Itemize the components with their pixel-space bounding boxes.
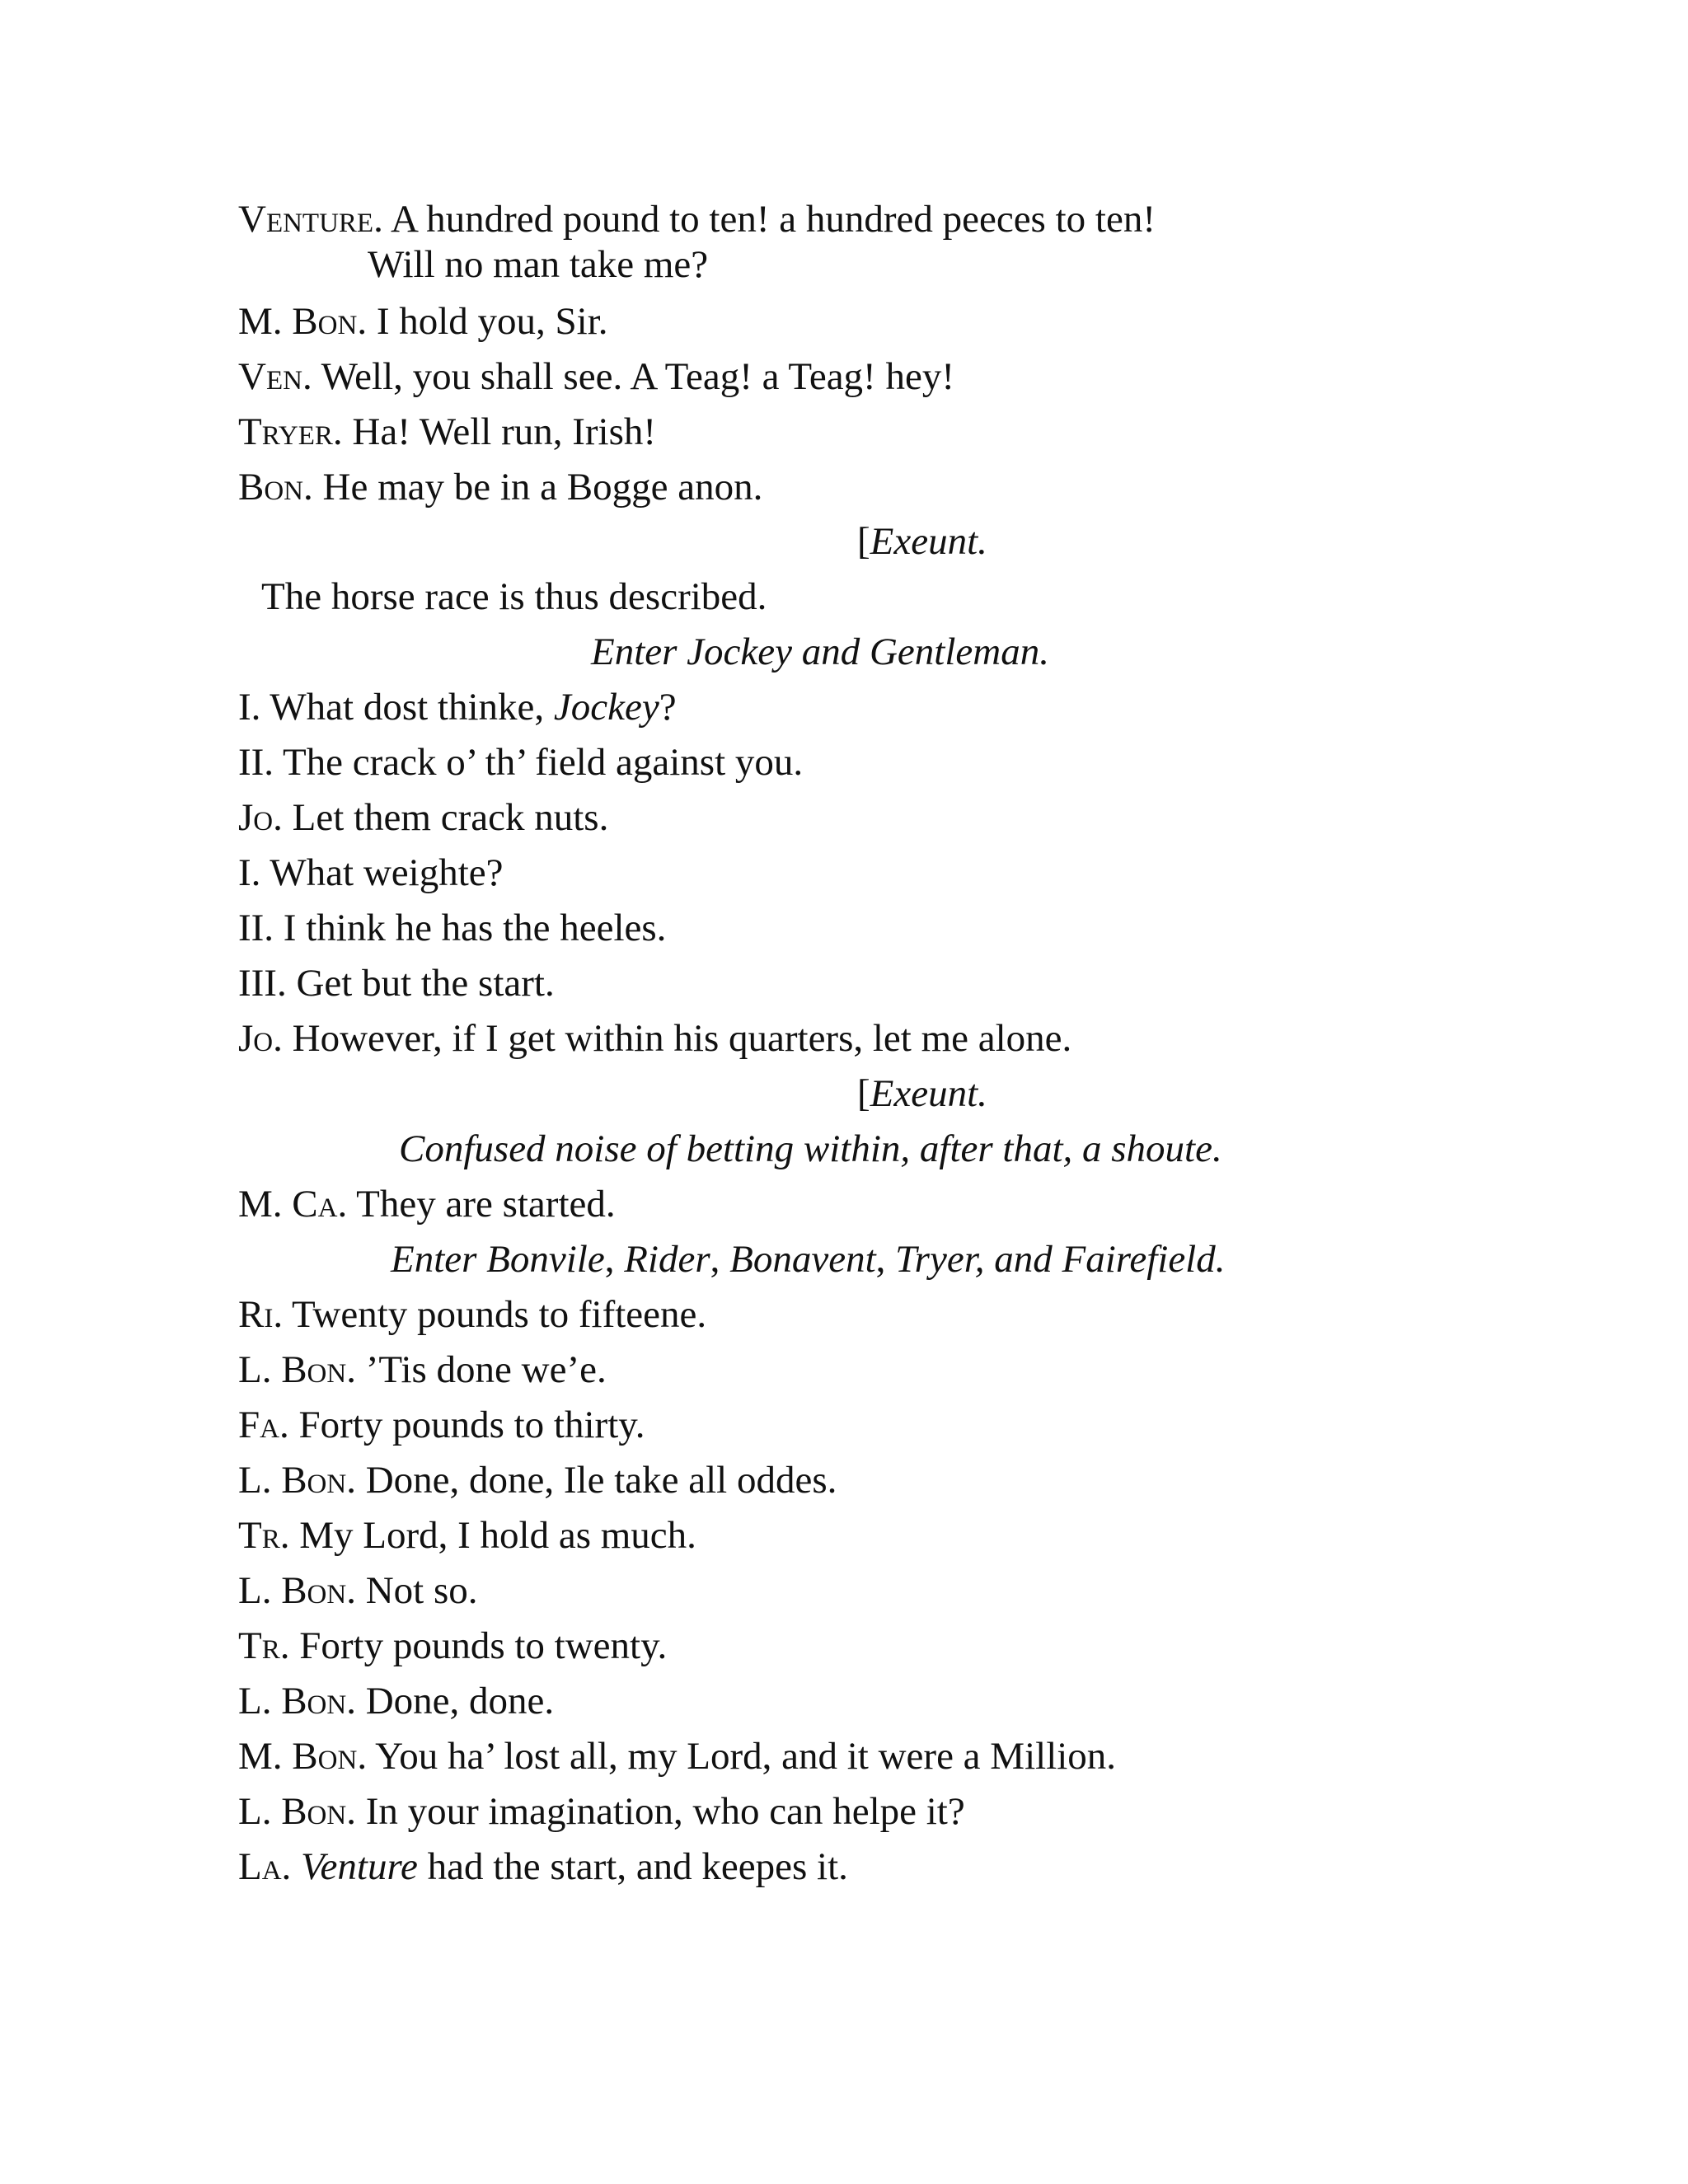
speech-text: . He may be in a Bogge anon. xyxy=(303,466,763,509)
speaker-name: Fa xyxy=(238,1404,279,1446)
speaker-name: Venture xyxy=(238,198,374,241)
speech-line xyxy=(238,200,1156,239)
speech-text: had the start, and keepes it. xyxy=(417,1845,848,1888)
speaker-name: L. Bon xyxy=(238,1680,347,1722)
speaker-name: Ven xyxy=(238,355,302,398)
direction-part: Rider xyxy=(624,1238,710,1281)
speech-emphasis: Venture xyxy=(301,1845,418,1888)
speech-line xyxy=(238,1845,848,1888)
speech-line xyxy=(238,1461,837,1500)
exeunt-text: Exeunt. xyxy=(870,520,987,563)
speaker-name: L. Bon xyxy=(238,1348,347,1391)
speech-line xyxy=(238,1348,607,1391)
speech-text: . ’Tis done we’e. xyxy=(346,1348,607,1391)
speech-line: II. I think he has the heeles. xyxy=(238,907,667,949)
exeunt-text: Exeunt. xyxy=(870,1072,987,1115)
speech-text: . Twenty pounds to fifteene. xyxy=(273,1293,707,1336)
speaker-name: Tryer xyxy=(238,410,333,453)
direction-part: Bonavent xyxy=(729,1238,876,1281)
speaker-name: L. Bon xyxy=(238,1569,347,1612)
speech-text: . You ha’ lost all, my Lord, and it were a Million. xyxy=(357,1735,1117,1778)
speech-text: . xyxy=(281,1845,302,1888)
speech-line xyxy=(238,410,657,453)
speech-line xyxy=(238,355,954,398)
bracket: [ xyxy=(857,520,870,563)
speaker-name: Jo xyxy=(238,796,274,839)
speaker-name: Tr xyxy=(238,1624,280,1667)
speech-line xyxy=(238,1790,965,1833)
direction-separator: , xyxy=(875,1238,896,1281)
speech-text: . My Lord, I hold as much. xyxy=(279,1514,696,1557)
speech-line xyxy=(238,1569,478,1612)
speech-line: II. The crack o’ th’ field against you. xyxy=(238,741,804,784)
speaker-name: La xyxy=(238,1845,282,1888)
speech-line xyxy=(238,1624,668,1667)
stage-direction-entrance: Enter Jockey and Gentleman. xyxy=(591,630,1049,673)
direction-part: Tryer xyxy=(895,1238,975,1281)
speech-text: ? xyxy=(659,686,677,729)
speech-text: . Done, done. xyxy=(346,1680,555,1722)
speech-line xyxy=(238,302,608,341)
speech-line xyxy=(238,1019,1071,1058)
speaker-name: M. Bon xyxy=(238,1735,358,1778)
speech-text: . Ha! Well run, Irish! xyxy=(332,410,657,453)
speaker-name: L. Bon xyxy=(238,1790,347,1833)
speech-continuation: Will no man take me? xyxy=(368,243,709,286)
speech-text: . However, if I get within his quarters, let me alone. xyxy=(273,1017,1072,1060)
speech-emphasis: Jockey xyxy=(553,686,659,729)
speech-line: III. Get but the start. xyxy=(238,962,555,1005)
speech-line xyxy=(238,1516,696,1555)
speech-text: . Not so. xyxy=(346,1569,478,1612)
stage-direction-exit xyxy=(857,1072,987,1115)
direction-part: Enter Bonvile xyxy=(391,1238,605,1281)
speech-text: . They are started. xyxy=(337,1183,616,1226)
speech-line xyxy=(238,1293,707,1336)
speaker-name: M. Bon xyxy=(238,300,358,343)
speech-line: I. What weighte? xyxy=(238,851,504,894)
speech-text: . Well, you shall see. A Teag! a Teag! hey! xyxy=(302,355,954,398)
speech-line xyxy=(238,796,609,839)
speech-line xyxy=(238,1737,1116,1776)
direction-separator: , xyxy=(710,1238,730,1281)
speaker-name: M. Ca xyxy=(238,1183,338,1226)
speech-line xyxy=(238,1185,616,1224)
speech-text: . Forty pounds to thirty. xyxy=(279,1404,645,1446)
narrative-line: The horse race is thus described. xyxy=(261,575,767,618)
speech-text: . In your imagination, who can helpe it? xyxy=(346,1790,965,1833)
speech-line xyxy=(238,1682,554,1721)
speech-text: . Done, done, Ile take all oddes. xyxy=(346,1459,837,1502)
stage-direction: Confused noise of betting within, after that, a shoute. xyxy=(399,1127,1222,1170)
direction-separator: , xyxy=(604,1238,625,1281)
speaker-name: Bon xyxy=(238,466,304,509)
stage-direction-entrance xyxy=(391,1240,1226,1279)
stage-direction-exit xyxy=(857,520,987,563)
speech-line xyxy=(238,1406,645,1445)
speaker-name: Ri xyxy=(238,1293,274,1336)
speech-text: . Let them crack nuts. xyxy=(273,796,609,839)
speaker-name: L. Bon xyxy=(238,1459,347,1502)
direction-part: , and Fairefield. xyxy=(974,1238,1226,1281)
speaker-name: Tr xyxy=(238,1514,280,1557)
speech-text: . Forty pounds to twenty. xyxy=(279,1624,668,1667)
speech-text: I. What dost thinke, xyxy=(238,686,554,729)
speech-line xyxy=(238,468,762,507)
speech-text: . A hundred pound to ten! a hundred peeces to ten! xyxy=(373,198,1156,241)
speaker-name: Jo xyxy=(238,1017,274,1060)
speech-line xyxy=(238,688,677,727)
bracket: [ xyxy=(857,1072,870,1115)
speech-text: . I hold you, Sir. xyxy=(357,300,608,343)
